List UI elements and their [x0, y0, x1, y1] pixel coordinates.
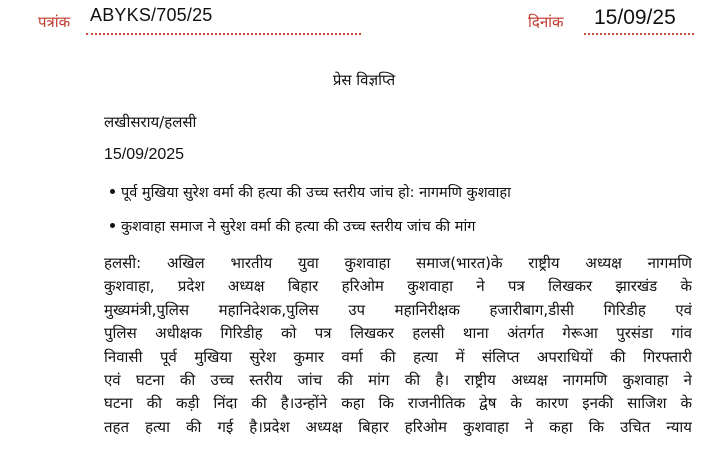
bullet-item: [110, 182, 511, 202]
paragraph-line: तहत हत्या की गई है।प्रदेश अध्यक्ष बिहार हरिओम कुशवाहा ने कहा कि उचित न्याय: [104, 417, 692, 436]
paragraph-line: कुशवाहा, प्रदेश अध्यक्ष बिहार हरिओम कुशवाहा ने पत्र लिखकर झारखंड के: [104, 277, 692, 296]
bullet-item: [110, 216, 475, 236]
ref-value: ABYKS/705/25: [90, 5, 213, 25]
bullet-dot-icon: [110, 189, 115, 194]
dateline-location: लखीसराय/हलसी: [104, 113, 197, 131]
paragraph-line: हलसी: अखिल भारतीय युवा कुशवाहा समाज(भारत)के राष्ट्रीय अध्यक्ष नागमणि: [104, 254, 692, 272]
date-label: दिनांक: [528, 13, 564, 31]
ref-dotted-line: [86, 33, 361, 35]
paragraph-line: एवं घटना की उच्च स्तरीय जांच की मांग की है। राष्ट्रीय अध्यक्ष नागमणि कुशवाहा ने: [104, 370, 692, 389]
date-dotted-line: [584, 33, 694, 35]
date-value: 15/09/25: [594, 6, 676, 29]
paragraph-line: पुलिस अधीक्षक गिरिडीह को पत्र लिखकर हलसी थाना अंतर्गत गेरूआ पुरसंडा गांव: [104, 324, 692, 343]
ref-label: पत्रांक: [38, 13, 71, 31]
dateline-date: 15/09/2025: [104, 146, 185, 163]
paragraph-line: निवासी पूर्व मुखिया सुरेश कुमार वर्मा की हत्या में संलिप्त अपराधियों की गिरफ्तारी: [104, 347, 692, 366]
document-title: प्रेस विज्ञप्ति: [332, 71, 396, 89]
bullet-text: कुशवाहा समाज ने सुरेश वर्मा की हत्या की उच्च स्तरीय जांच की मांग: [121, 219, 476, 235]
bullet-text: पूर्व मुखिया सुरेश वर्मा की हत्या की उच्च स्तरीय जांच हो: नागमणि कुशवाहा: [121, 185, 511, 201]
paragraph-line: मुख्यमंत्री,पुलिस महानिदेशक,पुलिस उप महानिरीक्षक हजारीबाग,डीसी गिरिडीह एवं: [104, 300, 692, 319]
paragraph-line: घटना की कड़ी निंदा की है।उन्होंने कहा कि राजनीतिक द्वेष के कारण इनकी साजिश के: [104, 394, 692, 413]
bullet-dot-icon: [110, 223, 115, 228]
body-paragraph: [104, 252, 692, 439]
